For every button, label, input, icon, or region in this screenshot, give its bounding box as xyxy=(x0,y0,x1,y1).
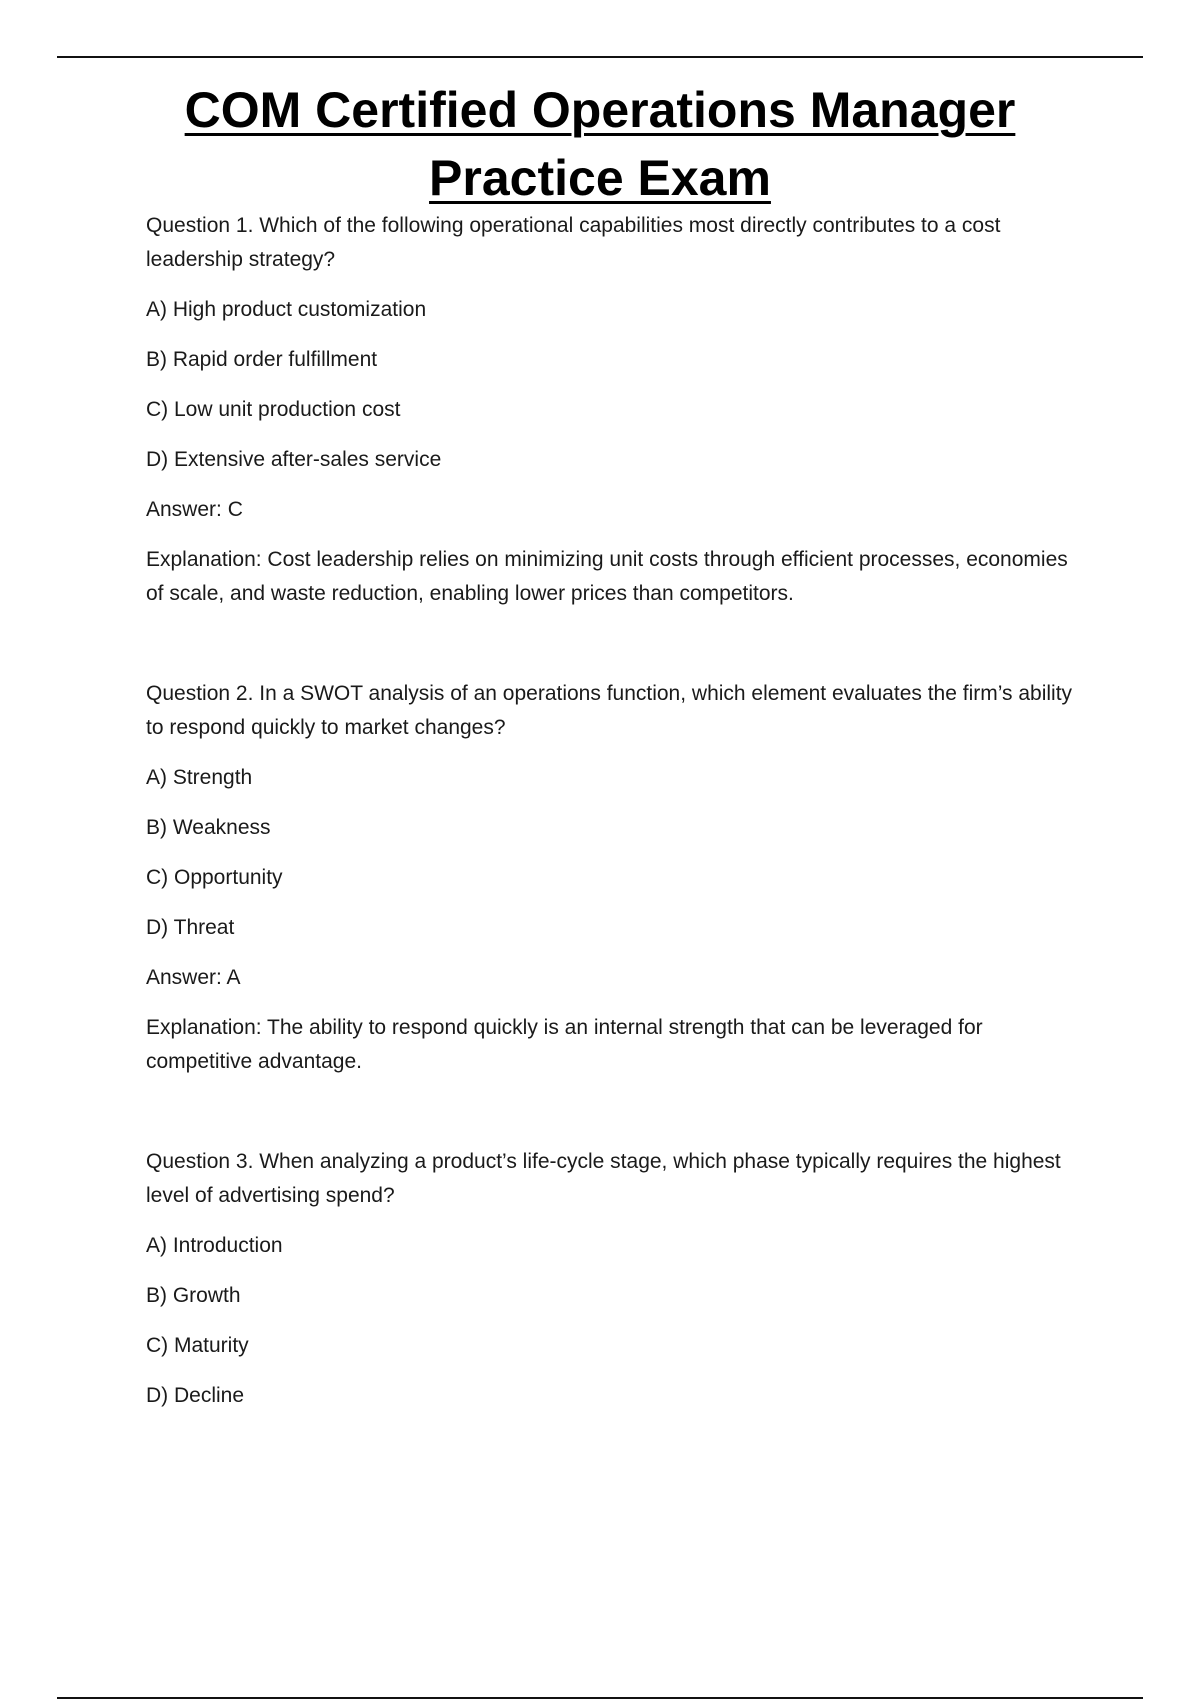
page-title xyxy=(100,76,1100,212)
option-a: A) Introduction xyxy=(146,1234,283,1257)
question-3 xyxy=(146,1145,1086,1413)
option-d: D) Threat xyxy=(146,916,235,939)
spacer xyxy=(146,611,1086,677)
option-b: B) Rapid order fulfillment xyxy=(146,348,378,371)
option-d: D) Decline xyxy=(146,1384,245,1407)
question-text: Question 2. In a SWOT analysis of an operations function, which element evaluates the firm’s ability to respond quickly to market changes? xyxy=(146,682,1073,739)
option-b: B) Growth xyxy=(146,1284,241,1307)
bottom-divider xyxy=(57,1697,1143,1699)
option-a: A) Strength xyxy=(146,766,253,789)
option-b: B) Weakness xyxy=(146,816,271,839)
option-c: C) Maturity xyxy=(146,1334,249,1357)
explanation: Explanation: Cost leadership relies on minimizing unit costs through efficient processes, economies of scale, and waste reduction, enabling lower prices than competitors. xyxy=(146,548,1068,605)
option-a: A) High product customization xyxy=(146,298,427,321)
option-c: C) Opportunity xyxy=(146,866,283,889)
option-d: D) Extensive after-sales service xyxy=(146,448,442,471)
question-2 xyxy=(146,677,1086,1079)
explanation: Explanation: The ability to respond quickly is an internal strength that can be leveraged for competitive advantage. xyxy=(146,1016,983,1073)
title-line-1: COM Certified Operations Manager xyxy=(184,82,1016,138)
answer: Answer: C xyxy=(146,498,243,521)
option-c: C) Low unit production cost xyxy=(146,398,401,421)
exam-content xyxy=(146,209,1086,1429)
question-1 xyxy=(146,209,1086,611)
answer: Answer: A xyxy=(146,966,241,989)
title-line-2: Practice Exam xyxy=(429,150,771,206)
question-text: Question 1. Which of the following operational capabilities most directly contributes to a cost leadership strategy? xyxy=(146,214,1001,271)
top-divider xyxy=(57,56,1143,58)
spacer xyxy=(146,1079,1086,1145)
question-text: Question 3. When analyzing a product’s life-cycle stage, which phase typically requires the highest level of advertising spend? xyxy=(146,1150,1061,1207)
